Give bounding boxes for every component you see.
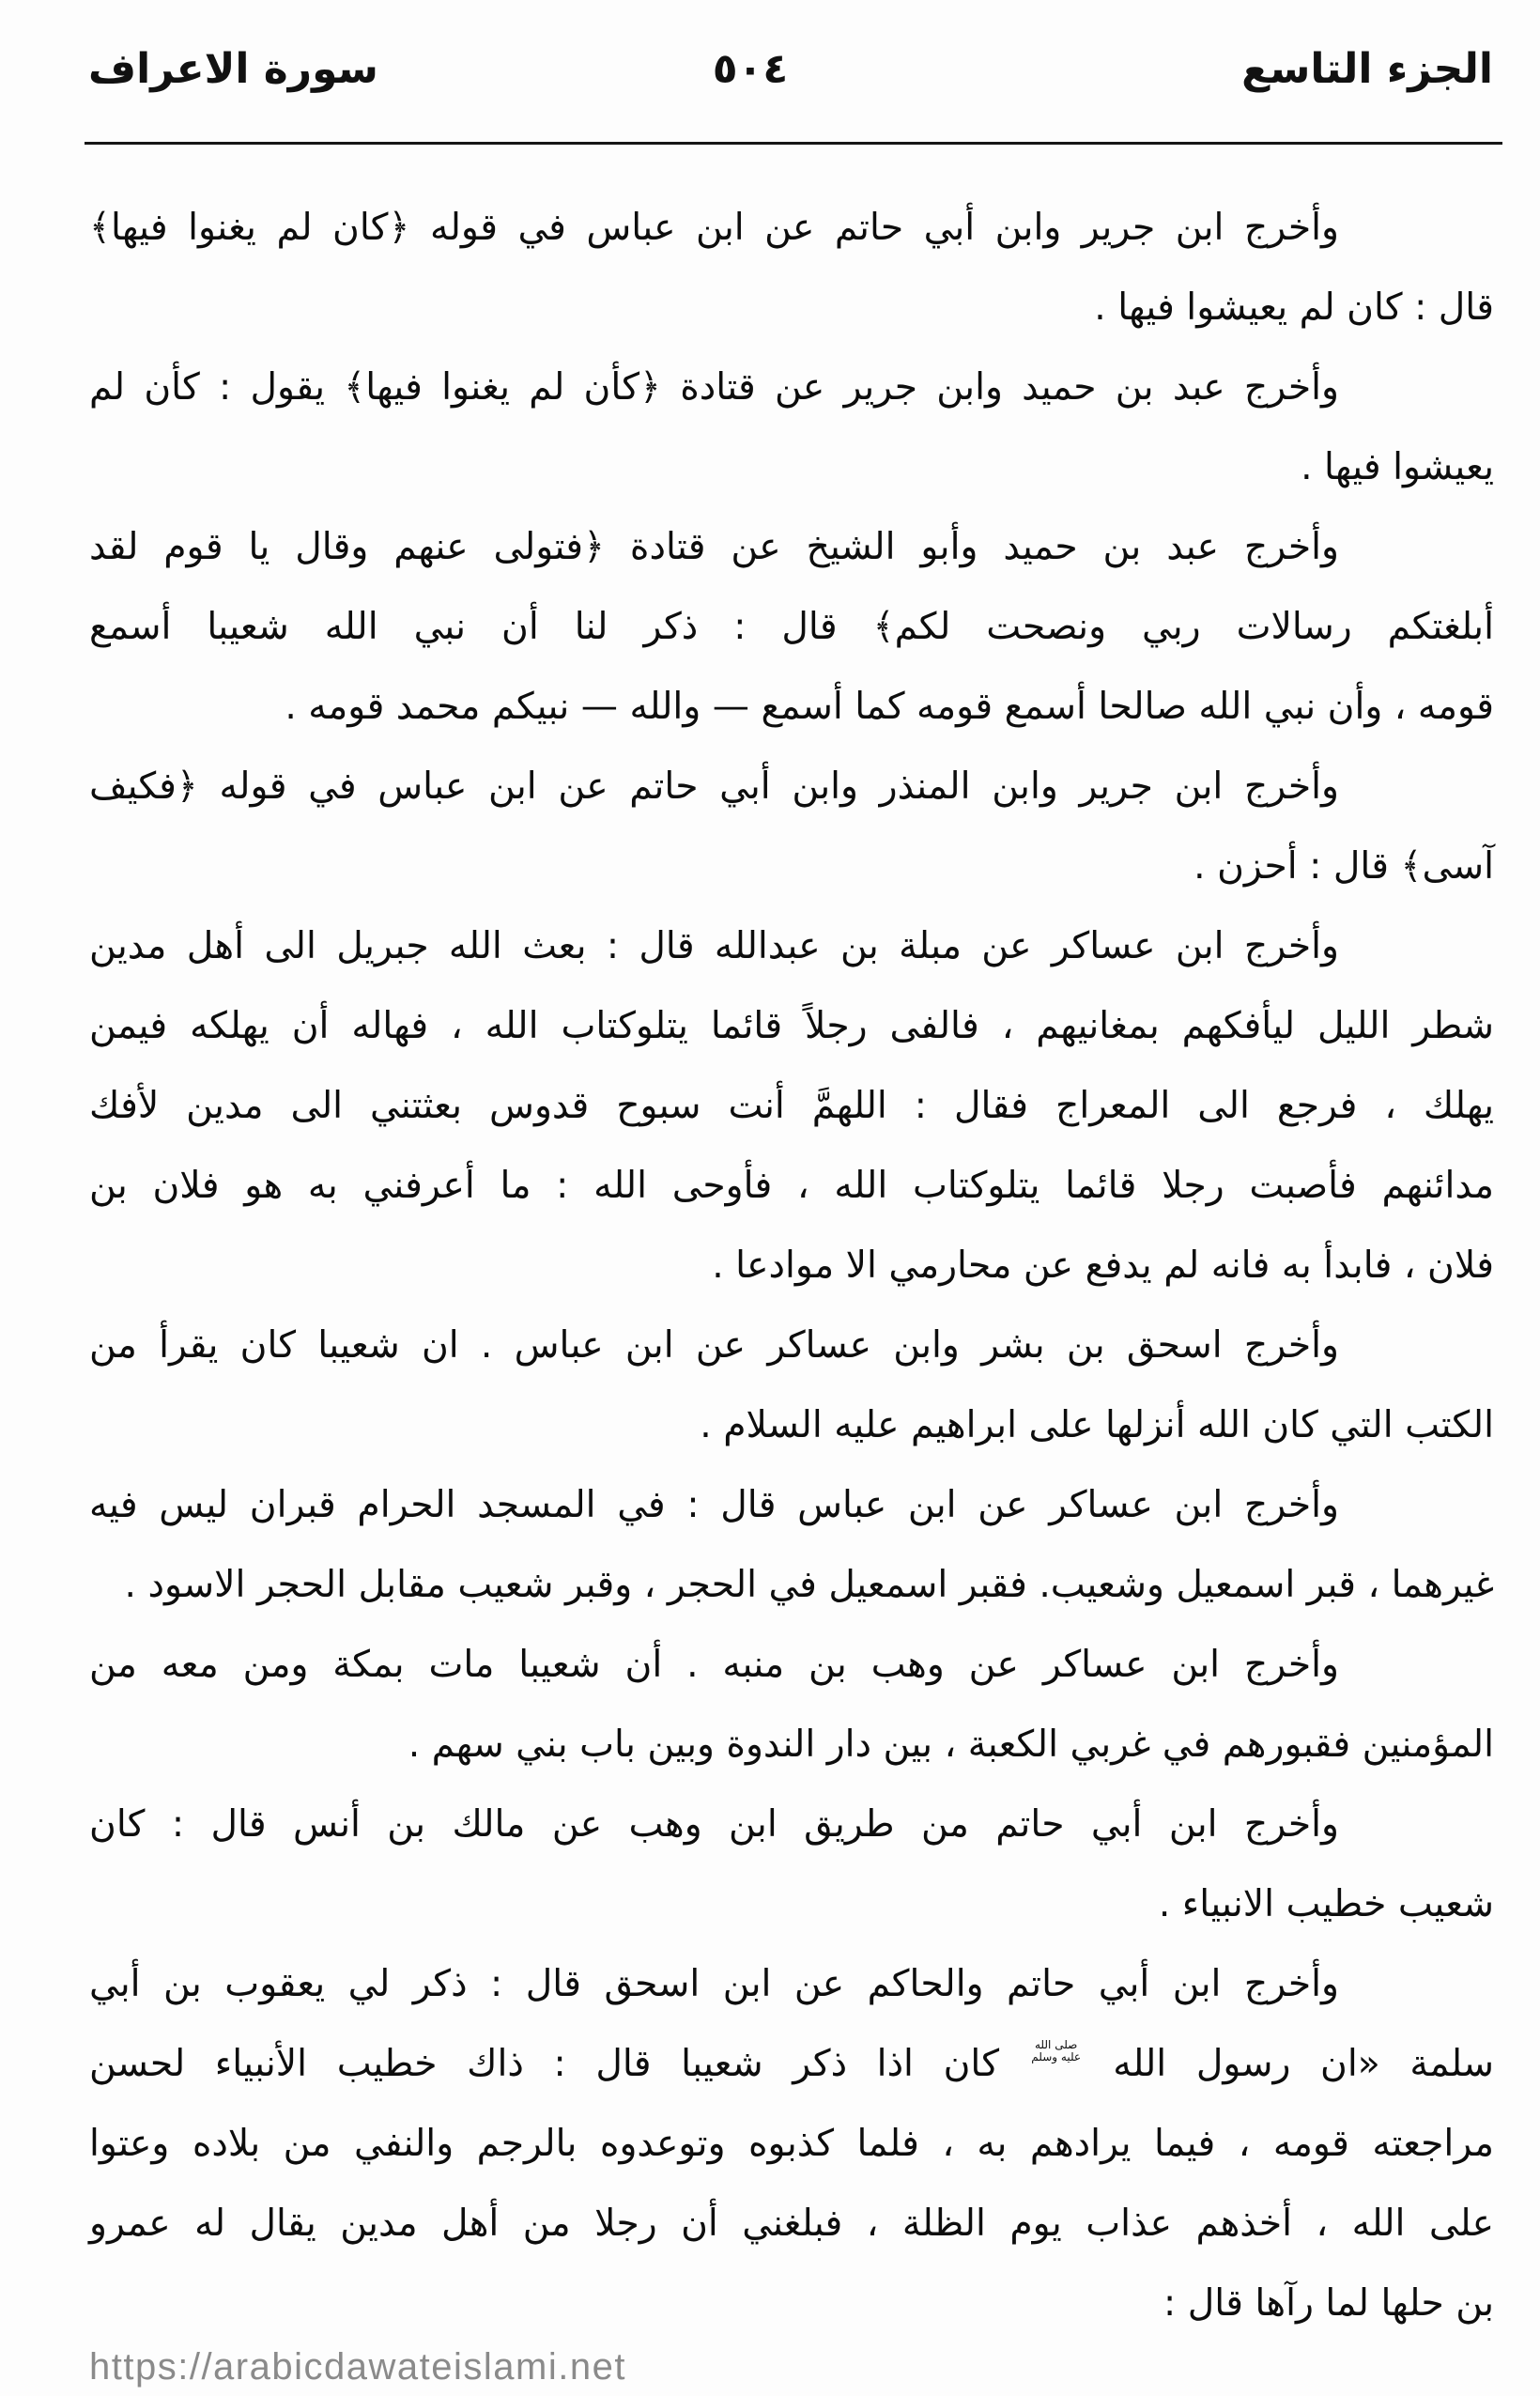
text-line	[89, 268, 1494, 348]
line-text: غيرهما ، قبر اسمعيل وشعيب. فقبر اسمعيل في الحجر ، وقبر شعيب مقابل الحجر الاسود .	[124, 1564, 1494, 1606]
paragraph	[89, 747, 1494, 906]
line-text-segment: سلمة «ان رسول الله	[1083, 2043, 1494, 2085]
paragraph	[89, 1306, 1494, 1465]
line-text: وأخرج ابن عساكر عن مبلة بن عبدالله قال : بعث الله جبريل الى أهل مدين	[89, 925, 1339, 967]
line-text: مدائنهم فأصبت رجلا قائما يتلوكتاب الله ، فأوحى الله : ما أعرفني به هو فلان بن	[89, 1165, 1494, 1207]
text-line	[89, 2104, 1494, 2184]
line-text: فلان ، فابدأ به فانه لم يدفع عن محارمي الا موادعا .	[712, 1244, 1494, 1287]
salutation-honorific: صلى الله عليه وسلم	[1031, 2038, 1082, 2064]
text-line	[89, 906, 1494, 986]
running-head-part: الجزء التاسع	[1241, 45, 1493, 93]
text-line	[89, 587, 1494, 667]
text-line	[89, 188, 1494, 268]
line-text: وأخرج عبد بن حميد وابن جرير عن قتادة ﴿كأن لم يغنوا فيها﴾ يقول : كأن لم	[89, 366, 1339, 409]
line-text: قال : كان لم يعيشوا فيها .	[1094, 286, 1494, 329]
text-line	[89, 2184, 1494, 2264]
text-line	[89, 1944, 1494, 2024]
text-line	[89, 348, 1494, 427]
text-line	[89, 1066, 1494, 1146]
text-line	[89, 1146, 1494, 1226]
line-text: على الله ، أخذهم عذاب يوم الظلة ، فبلغني أن رجلا من أهل مدين يقال له عمرو	[89, 2203, 1494, 2245]
line-text: وأخرج ابن عساكر عن ابن عباس قال : في المسجد الحرام قبران ليس فيه	[89, 1484, 1339, 1526]
line-text: آسى﴾ قال : أحزن .	[1194, 845, 1494, 888]
line-text: وأخرج ابن أبي حاتم من طريق ابن وهب عن مالك بن أنس قال : كان	[89, 1803, 1339, 1846]
page-text	[89, 188, 1494, 2343]
line-text: وأخرج ابن عساكر عن وهب بن منبه . أن شعيبا مات بمكة ومن معه من	[89, 1644, 1339, 1686]
paragraph	[89, 188, 1494, 348]
text-line	[89, 1625, 1494, 1705]
line-text: بن حلها لما رآها قال :	[1163, 2282, 1494, 2325]
text-line	[89, 1226, 1494, 1306]
paragraph	[89, 507, 1494, 747]
text-line	[89, 2264, 1494, 2343]
site-watermark: https://arabicdawateislami.net	[89, 2346, 626, 2388]
line-text: وأخرج عبد بن حميد وأبو الشيخ عن قتادة ﴿فتولى عنهم وقال يا قوم لقد	[89, 526, 1339, 568]
running-head-surah: سورة الاعراف	[88, 45, 378, 93]
line-text: مراجعته قومه ، فيما يرادهم به ، فلما كذبوه وتوعدوه بالرجم والنفي من بلاده وعتوا	[89, 2123, 1494, 2165]
line-text: شعيب خطيب الانبياء .	[1158, 1883, 1494, 1925]
running-head	[85, 34, 1502, 105]
line-text: وأخرج ابن جرير وابن المنذر وابن أبي حاتم عن ابن عباس في قوله ﴿فكيف	[89, 765, 1339, 808]
text-line	[89, 1785, 1494, 1864]
paragraph	[89, 348, 1494, 507]
line-text: وأخرج اسحق بن بشر وابن عساكر عن ابن عباس . ان شعيبا كان يقرأ من	[89, 1324, 1339, 1367]
line-text: يهلك ، فرجع الى المعراج فقال : اللهمَّ أنت سبوح قدوس بعثتني الى مدين لأفك	[89, 1085, 1494, 1127]
paragraph	[89, 1944, 1494, 2343]
line-text: قومه ، وأن نبي الله صالحا أسمع قومه كما أسمع — والله — نبيكم محمد قومه .	[285, 686, 1494, 728]
text-line	[89, 1385, 1494, 1465]
text-line	[89, 1545, 1494, 1625]
line-text: الكتب التي كان الله أنزلها على ابراهيم عليه السلام .	[700, 1404, 1494, 1446]
header-rule	[85, 142, 1502, 145]
text-line	[89, 1306, 1494, 1385]
text-line	[89, 827, 1494, 906]
line-text	[89, 2038, 1494, 2085]
line-text: وأخرج ابن أبي حاتم والحاكم عن ابن اسحق قال : ذكر لي يعقوب بن أبي	[89, 1963, 1339, 2005]
page-number: ٥٠٤	[712, 45, 789, 93]
text-line	[89, 2024, 1494, 2104]
line-text: وأخرج ابن جرير وابن أبي حاتم عن ابن عباس في قوله ﴿كان لم يغنوا فيها﴾	[89, 207, 1339, 249]
text-line	[89, 507, 1494, 587]
line-text-segment: كان اذا ذكر شعيبا قال : ذاك خطيب الأنبياء لحسن	[89, 2043, 1029, 2085]
line-text: المؤمنين فقبورهم في غربي الكعبة ، بين دار الندوة وبين باب بني سهم .	[408, 1724, 1494, 1766]
text-line	[89, 1705, 1494, 1785]
text-line	[89, 427, 1494, 507]
text-line	[89, 667, 1494, 747]
paragraph	[89, 906, 1494, 1306]
text-line	[89, 1864, 1494, 1944]
text-line	[89, 1465, 1494, 1545]
paragraph	[89, 1625, 1494, 1785]
paragraph	[89, 1465, 1494, 1625]
line-text: شطر الليل ليأفكهم بمغانيهم ، فالفى رجلاً قائما يتلوكتاب الله ، فهاله أن يهلكه فيمن	[89, 1005, 1494, 1047]
paragraph	[89, 1785, 1494, 1944]
text-line	[89, 986, 1494, 1066]
line-text: يعيشوا فيها .	[1301, 446, 1494, 488]
line-text: أبلغتكم رسالات ربي ونصحت لكم﴾ قال : ذكر لنا أن نبي الله شعيبا أسمع	[89, 606, 1494, 648]
text-line	[89, 747, 1494, 827]
